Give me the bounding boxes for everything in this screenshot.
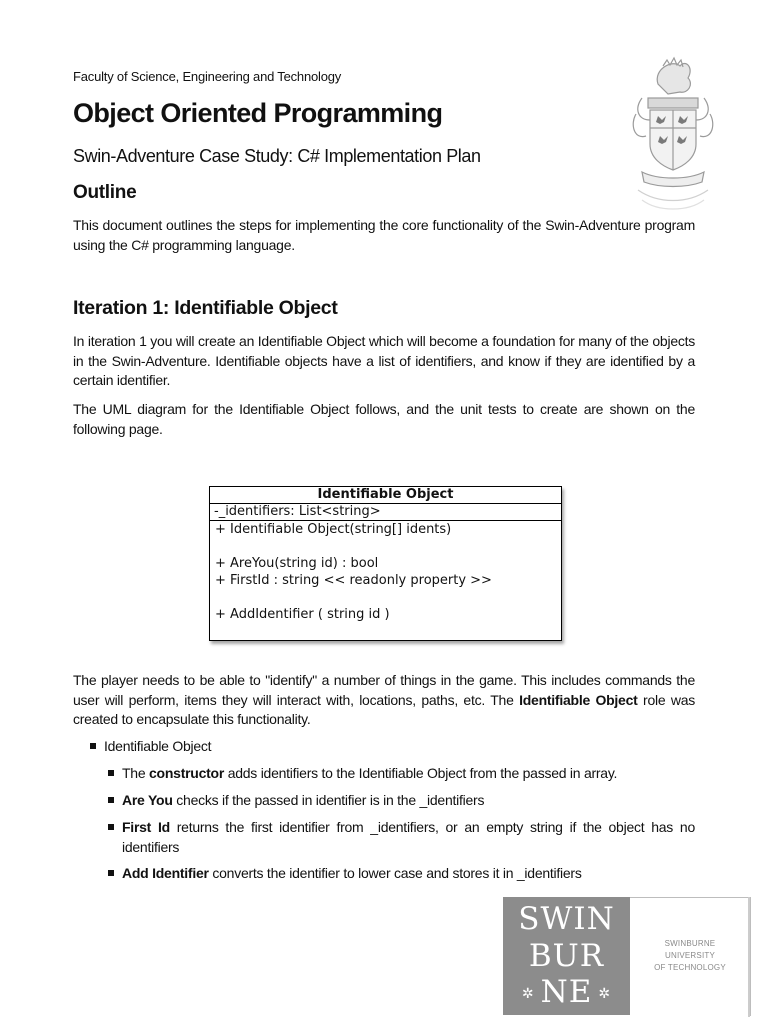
logo-line-1: SWIN xyxy=(518,901,615,937)
description-text: The player needs to be able to "identify" a number of things in the game. This includes commands the user will perform, items they will interact with, locations, paths, etc. The xyxy=(73,672,695,708)
list-item-top xyxy=(90,738,211,754)
document-title: Object Oriented Programming xyxy=(73,98,443,128)
logo-star-icon: ✲ xyxy=(598,985,612,1002)
list-item-bold: constructor xyxy=(149,765,225,781)
uml-method: + AddIdentifier ( string id ) xyxy=(215,607,390,622)
outline-heading: Outline xyxy=(73,182,137,203)
list-item-post: checks if the passed in identifier is in the _identifiers xyxy=(172,792,485,808)
list-item-bold: Add Identifier xyxy=(122,865,209,881)
list-item-bold: First Id xyxy=(122,819,170,835)
bullet-square-icon xyxy=(108,797,114,803)
iteration-heading: Iteration 1: Identifiable Object xyxy=(73,297,338,319)
uml-method: + Identifiable Object(string[] idents) xyxy=(215,522,452,537)
uml-method-spacer xyxy=(215,538,561,555)
bullet-square-icon xyxy=(108,770,114,776)
list-item xyxy=(108,791,695,811)
list-item xyxy=(108,764,695,784)
iteration-paragraph: In iteration 1 you will create an Identifiable Object which will become a foundation for many of the objects in the Swin-Adventure. Identifiable objects have a list of identifiers, and know if they are identified by a certain identifier. xyxy=(73,333,695,388)
list-item xyxy=(108,818,695,857)
list-item-pre: The xyxy=(122,765,150,781)
list-item-post: converts the identifier to lower case and stores it in _identifiers xyxy=(208,865,582,881)
uml-class-diagram xyxy=(209,486,562,641)
university-name xyxy=(640,938,740,974)
university-name-line-1: SWINBURNE UNIVERSITY xyxy=(664,939,716,960)
uml-intro-paragraph: The UML diagram for the Identifiable Object follows, and the unit tests to create are shown on the following page. xyxy=(73,401,695,437)
uml-method: + AreYou(string id) : bool xyxy=(215,556,379,571)
uml-class-name: Identifiable Object xyxy=(210,487,561,504)
list-item-bold: Are You xyxy=(122,792,173,808)
outline-paragraph: This document outlines the steps for implementing the core functionality of the Swin-Adventure program using the C# programming language. xyxy=(73,217,695,253)
list-item-post: adds identifiers to the Identifiable Object from the passed in array. xyxy=(224,765,618,781)
logo-line-3: ✲ NE ✲ xyxy=(521,974,612,1010)
uml-method-spacer xyxy=(215,589,561,606)
list-item-post: returns the first identifier from _identifiers, or an empty string if the object has no identifiers xyxy=(122,819,695,855)
swinburne-logo xyxy=(503,897,630,1015)
uml-attribute: -_identifiers: List<string> xyxy=(210,504,561,521)
logo-line-2: BUR xyxy=(528,938,605,974)
description-bold-term: Identifiable Object xyxy=(519,691,638,708)
university-name-line-2: OF TECHNOLOGY xyxy=(654,963,726,972)
bullet-square-icon xyxy=(108,870,114,876)
bullet-square-icon xyxy=(90,743,96,749)
list-item-label: Identifiable Object xyxy=(104,738,212,754)
description-paragraph xyxy=(73,671,695,730)
university-crest-icon xyxy=(628,54,718,219)
document-subtitle: Swin-Adventure Case Study: C# Implementation Plan xyxy=(73,146,481,166)
bullet-square-icon xyxy=(108,824,114,830)
description-text-end: role was created to encapsulate this functionality. xyxy=(73,691,695,727)
uml-methods xyxy=(210,521,561,623)
list-item xyxy=(108,864,695,884)
logo-star-icon: ✲ xyxy=(521,985,535,1002)
logo-divider xyxy=(748,897,750,1017)
faculty-name: Faculty of Science, Engineering and Technology xyxy=(73,69,342,84)
uml-method: + FirstId : string << readonly property >> xyxy=(215,573,492,588)
